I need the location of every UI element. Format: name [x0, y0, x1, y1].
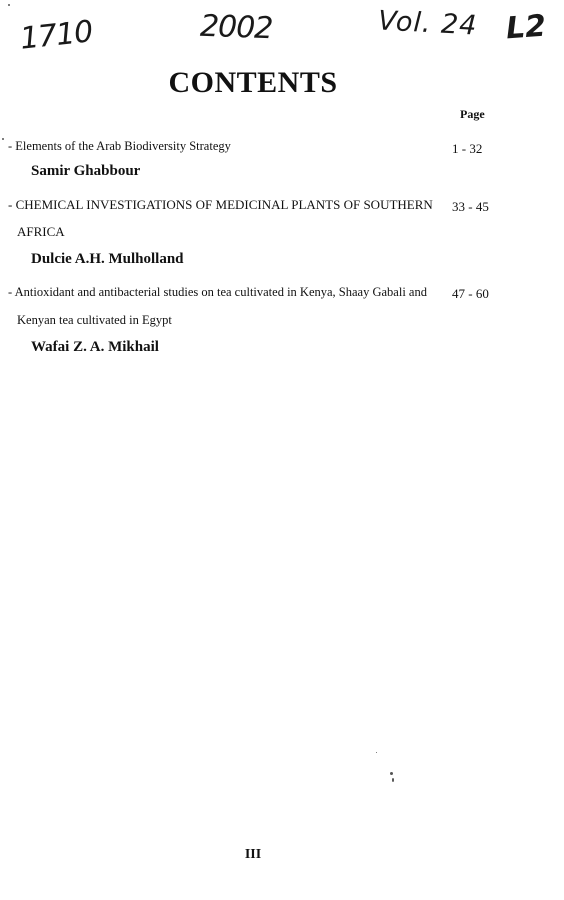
page-column-header: Page: [460, 107, 485, 121]
entry-1-title-line-1: - Elements of the Arab Biodiversity Strategy: [8, 139, 231, 153]
entry-3-pages: 47 - 60: [452, 286, 489, 301]
entry-2-author: Dulcie A.H. Mulholland: [31, 251, 184, 267]
scan-speck: [390, 772, 393, 775]
handwritten-volume: Vol. 24: [377, 5, 479, 42]
scan-speck: [8, 4, 10, 6]
handwritten-year: 2002: [199, 8, 273, 47]
entry-1-pages: 1 - 32: [452, 141, 483, 156]
entry-2-title-line-2: AFRICA: [17, 224, 65, 239]
handwritten-code: L2: [504, 8, 548, 47]
entry-3-title-line-1: - Antioxidant and antibacterial studies on tea cultivated in Kenya, Shaay Gabali and: [8, 285, 427, 299]
scan-speck: [376, 752, 377, 753]
entry-3-title-line-2: Kenyan tea cultivated in Egypt: [17, 313, 172, 327]
handwritten-number: 1710: [18, 14, 94, 57]
scan-speck: [2, 138, 4, 140]
entry-1-author: Samir Ghabbour: [31, 163, 141, 179]
entry-2-title-line-1: - CHEMICAL INVESTIGATIONS OF MEDICINAL PLANTS OF SOUTHERN: [8, 197, 433, 212]
entry-3-author: Wafai Z. A. Mikhail: [31, 339, 159, 355]
scan-speck: [392, 778, 394, 782]
entry-2-pages: 33 - 45: [452, 199, 489, 214]
page-title: CONTENTS: [168, 66, 338, 99]
page-number: III: [244, 847, 262, 862]
